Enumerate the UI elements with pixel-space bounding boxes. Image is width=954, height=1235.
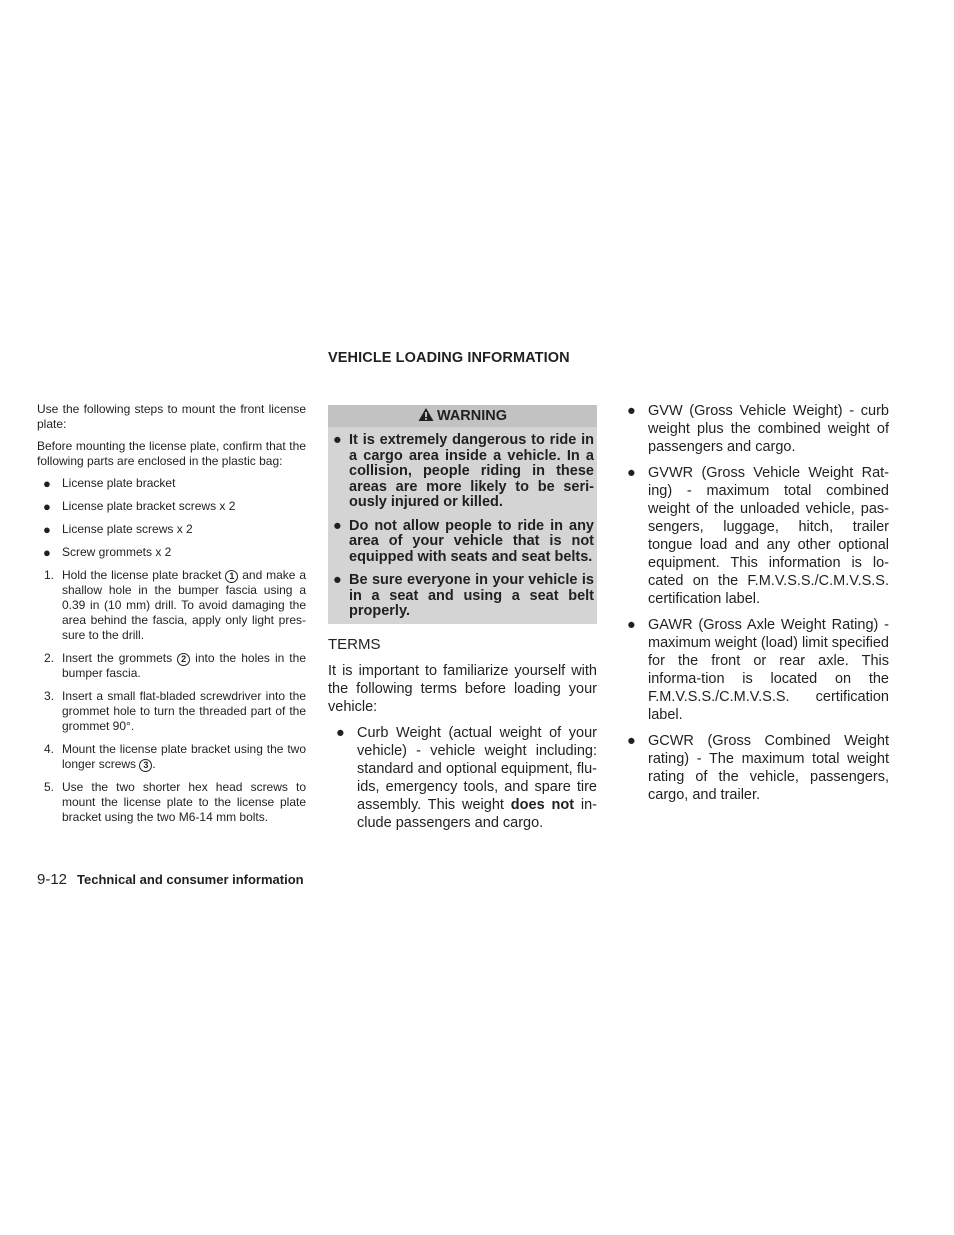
warning-item: ● Be sure everyone in your vehicle is in a seat and using a seat belt properly. [333,572,594,619]
bullet-icon: ● [43,499,51,514]
list-item: ● License plate bracket [43,476,176,491]
section-heading: VEHICLE LOADING INFORMATION [328,350,570,366]
warning-item: ● It is extremely dangerous to ride in a cargo area inside a vehicle. In a collision, people riding in these areas are more likely to be seri-ously injured or killed. [333,432,594,510]
step-item: 2. Insert the grommets 2 into the holes in the bumper fascia. [44,651,306,680]
list-item: ● GCWR (Gross Combined Weight rating) - The maximum total weight rating of the vehicle, passengers, cargo, and trailer. [627,733,889,803]
before-text: Before mounting the license plate, confirm that the following parts are enclosed in the plastic bag: [37,439,306,468]
list-item: ● GVWR (Gross Vehicle Weight Rat-ing) - maximum total combined weight of the unloaded vehicle, pas-sengers, luggage, hitch, trailer tongue load and any other optional equipment. This information is lo-cated on the F.M.V.S.S./C.M.V.S.S. certification label. [627,465,889,607]
step-item: 5. Use the two shorter hex head screws to mount the license plate to the license plate bracket using the two M6-14 mm bolts. [44,780,306,824]
warning-triangle-icon [418,407,434,429]
step-item: 4. Mount the license plate bracket using the two longer screws 3 . [44,742,306,771]
bullet-icon: ● [627,465,636,481]
list-item: ● License plate screws x 2 [43,522,193,537]
bullet-icon: ● [627,403,636,419]
page-number: 9-12 [37,871,68,888]
warning-title: WARNING [328,405,597,427]
definitions-list [627,402,889,804]
callout-3-icon: 3 [139,759,152,772]
terms-heading: TERMS [328,635,381,653]
step-item: 3. Insert a small flat-bladed screwdriver into the grommet hole to turn the threaded part of the grommet 90°. [44,689,306,733]
list-item: ● Curb Weight (actual weight of your vehicle) - vehicle weight including: standard and optional equipment, flu-ids, emergency tools, and spare tire assembly. This weight does not in-clude passengers and cargo. [336,724,597,831]
bullet-icon: ● [336,724,345,741]
list-item: ● GAWR (Gross Axle Weight Rating) - maximum weight (load) limit specified for the front or rear axle. This informa-tion is located on the F.M.V.S.S./C.M.V.S.S. certification label. [627,617,889,723]
bullet-icon: ● [43,476,51,491]
bullet-icon: ● [333,517,342,534]
bullet-icon: ● [333,572,342,588]
intro-text: Use the following steps to mount the front license plate: [37,402,306,431]
bullet-icon: ● [627,733,636,749]
callout-1-icon: 1 [225,570,238,583]
warning-item: ● Do not allow people to ride in any area of your vehicle that is not equipped with seats and seat belts. [333,517,594,565]
steps-list [37,568,306,825]
list-item: ● License plate bracket screws x 2 [43,499,236,514]
terms-intro: It is important to familiarize yourself with the following terms before loading your vehicle: [328,662,597,715]
chapter-title: Technical and consumer information [77,872,304,887]
list-item: ● GVW (Gross Vehicle Weight) - curb weight plus the combined weight of passengers and cargo. [627,403,889,455]
bullet-icon: ● [627,617,636,633]
middle-column [328,405,597,840]
parts-list [37,476,306,560]
warning-box [328,405,597,624]
right-column [627,402,889,812]
step-item: 1. Hold the license plate bracket 1 and make a shallow hole in the bumper fascia using a 0.39 in (10 mm) drill. To avoid damaging the area behind the fascia, apply only light pres-sure to the drill. [44,568,306,642]
left-column [37,402,306,833]
list-item: ● Screw grommets x 2 [43,545,172,560]
bullet-icon: ● [333,432,342,448]
bullet-icon: ● [43,545,51,560]
bullet-icon: ● [43,522,51,537]
terms-list [328,724,597,832]
callout-2-icon: 2 [177,653,190,666]
page-footer [37,871,304,888]
